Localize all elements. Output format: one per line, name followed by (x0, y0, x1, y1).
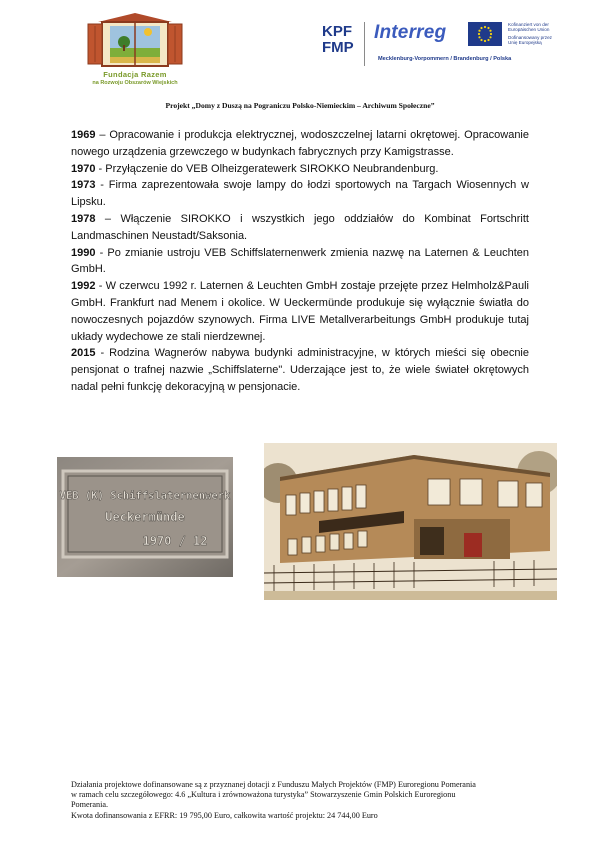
entry-text: - Przyłączenie do VEB Olheizgeratewerk SIROKKO Neubrandenburg. (95, 162, 439, 175)
entry-year: 1990 (71, 246, 96, 259)
entry-text: – Włączenie SIROKKO i wszystkich jego oddziałów do Kombinat Fortschritt Landmaschinen Neustadt/Saksonia. (71, 212, 529, 242)
kpf-text: KPF (322, 23, 352, 40)
entry-year: 1970 (71, 162, 96, 175)
footer-line: Kwota dofinansowania z EFRR: 19 795,00 Euro, całkowita wartość projektu: 24 744,00 Euro (71, 810, 378, 820)
logo-divider (364, 22, 365, 66)
timeline-text (71, 127, 529, 396)
timeline-entry (71, 127, 529, 161)
footer-line: w ramach celu szczegółowego: 4.6 „Kultura i zrównoważona turystyka” Stowarzyszenie Gmin Polskich Euroregionu (71, 790, 456, 800)
eu-cofinance-pl: Dofinansowany przez Unię Europejską (508, 35, 552, 46)
footer-line: Pomerania. (71, 800, 109, 810)
window-house-icon (80, 12, 190, 70)
factory-building-photo (264, 443, 557, 600)
funding-logos (318, 18, 558, 68)
footer-line: Działania projektowe dofinansowane są z przyznanej dotacji z Funduszu Małych Projektów (FMP) Euroregionu Pomerania (71, 780, 476, 789)
timeline-entry (71, 211, 529, 245)
timeline-entry (71, 177, 529, 211)
entry-year: 1978 (71, 212, 96, 225)
entry-text: - Po zmianie ustroju VEB Schiffslaternenwerk zmienia nazwę na Laternen & Leuchten GmbH. (71, 246, 529, 276)
entry-text: - W czerwcu 1992 r. Laternen & Leuchten GmbH zostaje przejęte przez Helmholz&Pauli GmbH. Frankfurt nad Menem i okolice. W Ueckermünde produkuje się wyłącznie światła do nowoczesnych pojazdów szynowych. Firma LIVE Metallverarbeitungs GmbH produkuje tutaj układy wydechowe ze stali nierdzewnej. (71, 280, 529, 343)
entry-year: 1969 (71, 129, 96, 141)
eu-cofinance-de: Kofinanziert von der Europäischen Union (508, 22, 550, 33)
timeline-entry (71, 245, 529, 279)
timeline-entry (71, 278, 529, 345)
entry-year: 2015 (71, 347, 96, 360)
plate-line-1: VEB (K) Schiffslaternenwerk (59, 490, 231, 502)
entry-text: - Firma zaprezentowała swoje lampy do łodzi sportowych na Targach Wiosennych w Lipsku. (71, 179, 529, 209)
project-title: Projekt „Domy z Duszą na Pograniczu Polsko-Niemieckim – Archiwum Społeczne” (165, 101, 435, 110)
entry-text: - Rodzina Wagnerów nabywa budynki administracyjne, w których mieści się obecnie pensjonat o trafnej nazwie „Schiffslaterne". Uderzające jest to, że wiele świateł okrętowych nadal pełni funkcję dekoracyjną w pensjonacie. (71, 347, 529, 393)
entry-text: – Opracowanie i produkcja elektrycznej, wodoszczelnej latarni okrętowej. Opracowanie nowego urządzenia grzewczego w budynkach fabrycznych przy Kamigstrasse. (71, 129, 529, 158)
foundation-subtitle: na Rozwoju Obszarów Wiejskich (92, 80, 178, 86)
plate-line-2: Ueckermünde (105, 510, 185, 524)
footer (71, 780, 541, 821)
timeline-entry (71, 161, 529, 178)
entry-year: 1973 (71, 179, 96, 192)
foundation-logo (80, 12, 190, 86)
interreg-region: Mecklenburg-Vorpommern / Brandenburg / Polska (378, 56, 512, 62)
plate-photo (57, 457, 233, 577)
eu-flag-icon (468, 22, 502, 46)
timeline-entry (71, 345, 529, 395)
plate-line-3: 1970 / 12 (142, 534, 208, 548)
fmp-text: FMP (322, 39, 354, 56)
foundation-name: Fundacja Razem (103, 70, 167, 79)
kpf-fmp-logo (322, 24, 354, 56)
interreg-logo: Interreg (374, 22, 447, 43)
entry-year: 1992 (71, 280, 96, 293)
